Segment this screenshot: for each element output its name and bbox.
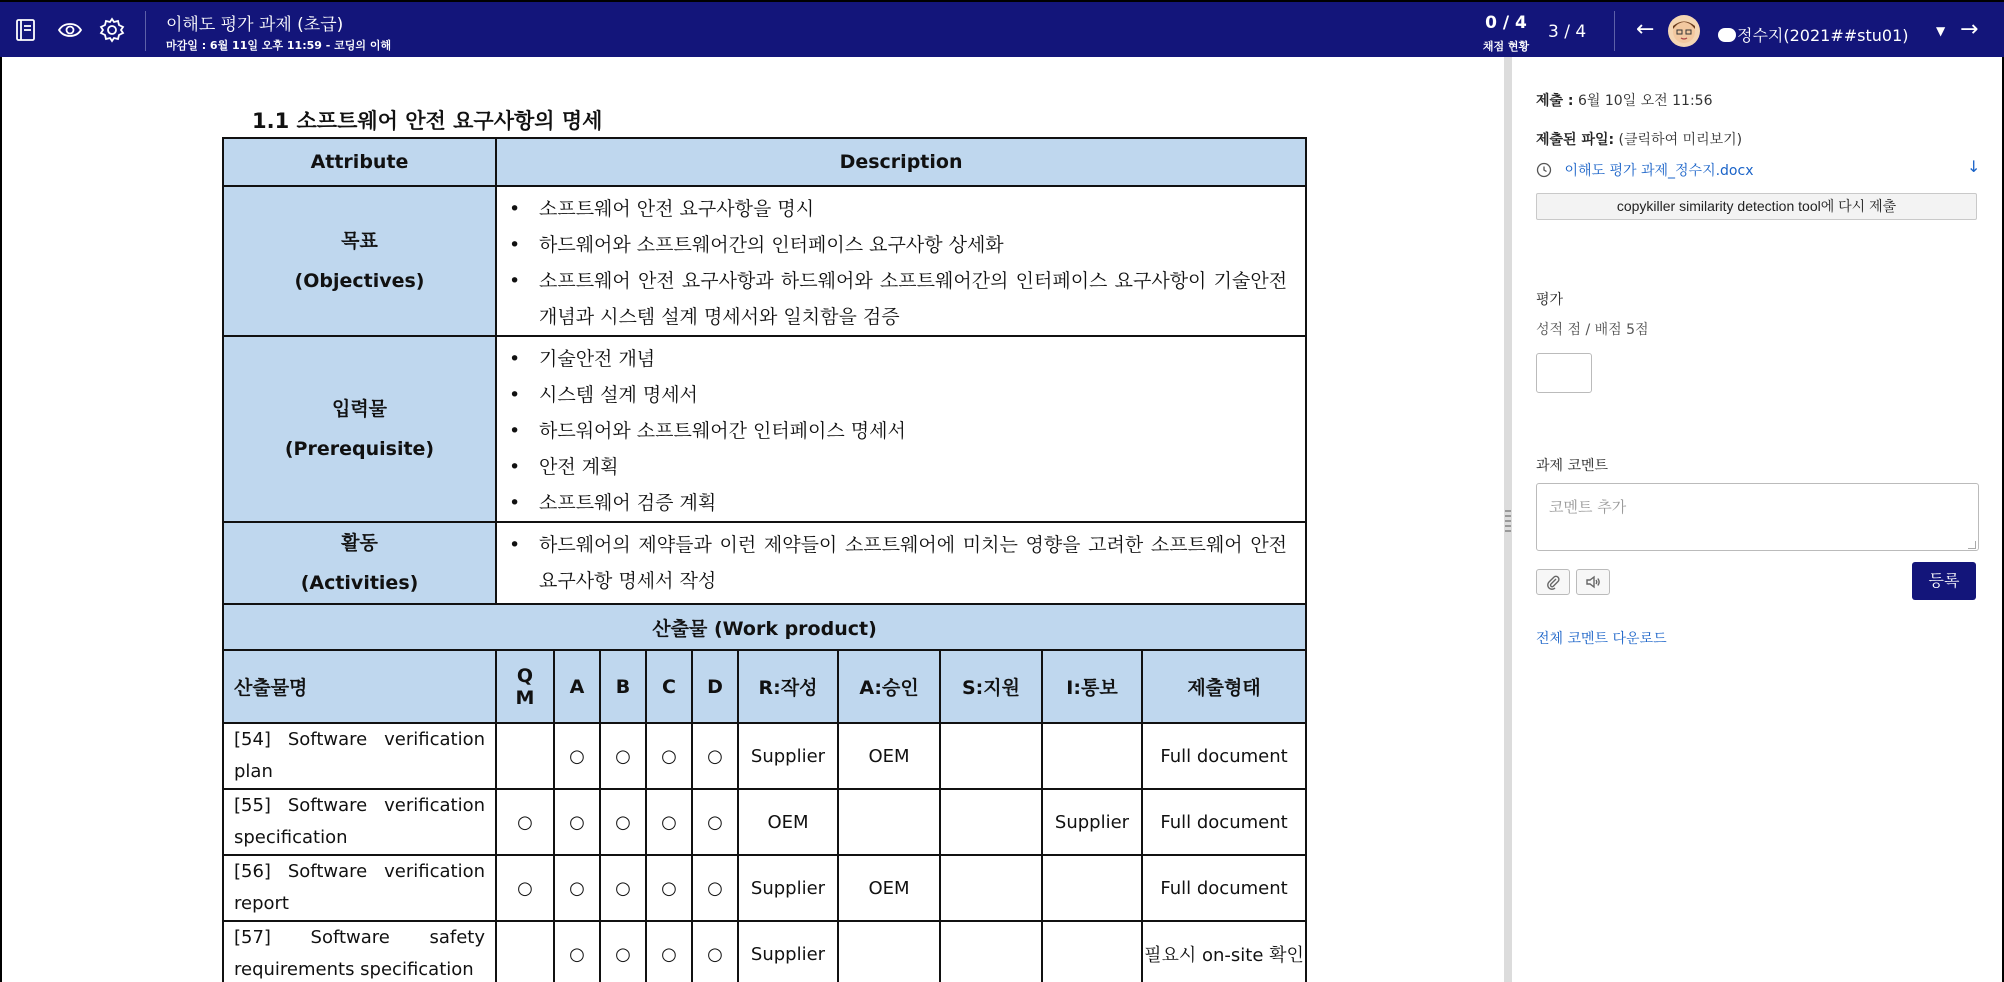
- table-row: [223, 186, 1306, 336]
- column-header-attribute: Attribute: [223, 138, 496, 186]
- grade-status-label: 채점 현황: [1482, 40, 1530, 53]
- description-cell: [496, 186, 1306, 336]
- list-item: • 하드웨어의 제약들과 이런 제약들이 소프트웨어에 미치는 영향을 고려한 소프트웨어 안전 요구사항 명세서 작성: [509, 527, 1287, 599]
- submitted-files: 제출된 파일: (클릭하여 미리보기): [1536, 132, 1743, 148]
- submission-counter: 3 / 4: [1548, 22, 1587, 42]
- clock-icon: [1536, 162, 1552, 182]
- attribute-cell: 입력물 (Prerequisite): [223, 336, 496, 522]
- notebook-icon[interactable]: [12, 16, 40, 44]
- list-item: • 안전 계획: [509, 449, 1287, 485]
- comment-submit-button[interactable]: 등록: [1912, 562, 1976, 600]
- divider: [1614, 11, 1615, 51]
- grade-count: 0 / 4: [1485, 13, 1527, 33]
- grade-label: 평가: [1536, 292, 1564, 308]
- arrow-left-icon[interactable]: ←: [1636, 17, 1655, 42]
- gear-icon[interactable]: [98, 16, 126, 44]
- table-row: [57] Software safety requirements specification ○ ○ ○ ○ Supplier 필요시 on-site 확인: [223, 921, 1306, 982]
- attribute-cell: 활동 (Activities): [223, 522, 496, 604]
- description-cell: [496, 336, 1306, 522]
- table-row: [54] Software verification plan ○ ○ ○ ○ Supplier OEM Full document: [223, 723, 1306, 789]
- paperclip-icon: [1545, 574, 1561, 590]
- assignment-title: 이해도 평가 과제 (초급): [166, 15, 344, 35]
- avatar: [1668, 15, 1700, 47]
- arrow-right-icon[interactable]: →: [1960, 17, 1979, 42]
- chevron-down-icon[interactable]: ▼: [1936, 24, 1946, 38]
- resize-handle-icon[interactable]: [1968, 541, 1976, 549]
- grade-hint: 성적 점 / 배점 5점: [1536, 322, 1649, 338]
- column-header-description: Description: [496, 138, 1306, 186]
- list-item: • 하드워어와 소프트웨어간 인터페이스 명세서: [509, 413, 1287, 449]
- submitted-time: 제출 : 6월 10일 오전 11:56: [1536, 93, 1713, 109]
- table-row: [223, 336, 1306, 522]
- comment-input[interactable]: 코멘트 추가: [1536, 483, 1979, 551]
- comment-label: 과제 코멘트: [1536, 458, 1609, 474]
- table-row: [55] Software verification specification ○ ○ ○ ○ ○ OEM Supplier Full document: [223, 789, 1306, 855]
- document-heading: 1.1 소프트웨어 안전 요구사항의 명세: [252, 109, 603, 133]
- audio-button[interactable]: [1576, 569, 1610, 595]
- description-cell: [496, 522, 1306, 604]
- attach-button[interactable]: [1536, 569, 1570, 595]
- work-product-title: 산출물 (Work product): [223, 604, 1306, 650]
- table-row: [56] Software verification report ○ ○ ○ ○ ○ Supplier OEM Full document: [223, 855, 1306, 921]
- divider: [145, 11, 146, 51]
- list-item: • 하드웨어와 소프트웨어간의 인터페이스 요구사항 상세화: [509, 227, 1287, 263]
- list-item: • 소프트웨어 안전 요구사항을 명시: [509, 191, 1287, 227]
- list-item: • 기술안전 개념: [509, 341, 1287, 377]
- student-name-text: 정수지(2021##stu01): [1737, 26, 1909, 45]
- student-name[interactable]: [1718, 23, 1909, 46]
- download-icon[interactable]: ↓: [1967, 157, 1981, 176]
- score-input[interactable]: [1536, 353, 1592, 393]
- user-status-icon: [1718, 28, 1736, 42]
- eye-icon[interactable]: [56, 16, 84, 44]
- file-link[interactable]: 이해도 평가 과제_정수지.docx: [1564, 163, 1754, 179]
- list-item: • 소프트웨어 안전 요구사항과 하드웨어와 소프트웨어간의 인터페이스 요구사항이 기술안전 개념과 시스템 설계 명세서와 일치함을 검증: [509, 263, 1287, 335]
- spec-table: [222, 137, 1307, 982]
- attribute-cell: 목표 (Objectives): [223, 186, 496, 336]
- table-row: [223, 522, 1306, 604]
- work-product-header: 산출물명 Q M A B C D R:작성 A:승인 S:지원 I:통보 제출형태: [223, 650, 1306, 723]
- resubmit-button[interactable]: copykiller similarity detection tool에 다시 제출: [1536, 193, 1977, 220]
- assignment-due: 마감일 : 6월 11일 오후 11:59 - 코딩의 이해: [166, 39, 392, 52]
- document-preview[interactable]: [0, 57, 1504, 982]
- list-item: • 시스템 설계 명세서: [509, 377, 1287, 413]
- top-bar: [0, 0, 2004, 57]
- grading-panel: [1512, 57, 2004, 982]
- speaker-icon: [1585, 574, 1601, 590]
- drag-handle-icon[interactable]: [1505, 510, 1511, 532]
- download-all-comments-link[interactable]: 전체 코멘트 다운로드: [1536, 631, 1667, 647]
- file-row[interactable]: [1536, 160, 1753, 182]
- list-item: • 소프트웨어 검증 계획: [509, 485, 1287, 521]
